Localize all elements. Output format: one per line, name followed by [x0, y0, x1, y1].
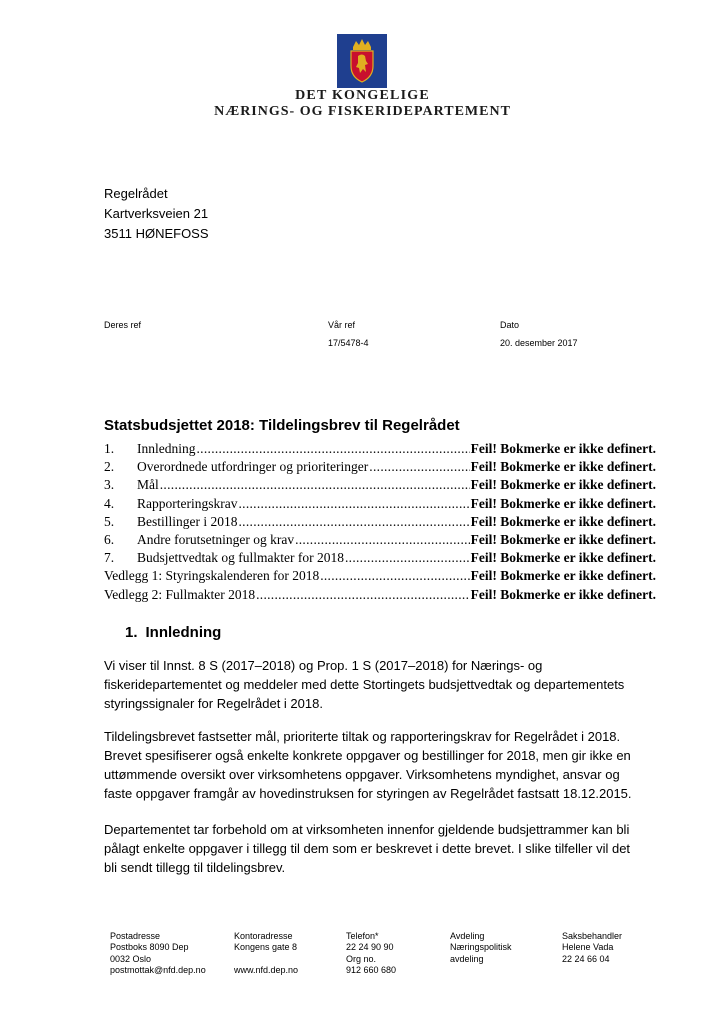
footer-value: avdeling [450, 953, 484, 964]
date-value: 20. desember 2017 [500, 338, 578, 348]
toc-entry[interactable] [104, 459, 656, 477]
footer-label: Postadresse [110, 931, 161, 941]
toc-entry[interactable] [104, 496, 656, 514]
toc-leader [238, 496, 469, 512]
footer-department [450, 931, 512, 965]
toc-leader [256, 587, 470, 603]
toc-page-ref: Feil! Bokmerke er ikke definert. [470, 531, 656, 547]
paragraph-line: Tildelingsbrevet fastsetter mål, prioriterte tiltak og rapporteringskrav for Regelrådet i 2018. [104, 729, 621, 744]
recipient-name: Regelrådet [104, 186, 168, 201]
toc-label: Rapporteringskrav [137, 495, 238, 511]
toc-leader [345, 550, 470, 566]
paragraph [104, 727, 664, 803]
toc-number: 6. [104, 531, 115, 547]
toc-label: Bestillinger i 2018 [137, 513, 238, 529]
footer-label: Telefon* [346, 931, 379, 941]
coat-of-arms-icon [337, 34, 387, 88]
section-heading [125, 624, 221, 641]
paragraph-line: pålagt enkelte oppgaver i tillegg til dem som er beskrevet i dette brevet. I slike tilfeller vil det [104, 841, 631, 856]
footer-email[interactable]: postmottak@nfd.dep.no [110, 964, 206, 975]
footer-office-address [234, 931, 298, 976]
footer-value: 22 24 66 04 [562, 953, 610, 964]
toc-page-ref: Feil! Bokmerke er ikke definert. [470, 550, 656, 566]
recipient-address [104, 184, 209, 244]
toc-label: Budsjettvedtak og fullmakter for 2018 [137, 550, 344, 566]
letter-title: Statsbudsjettet 2018: Tildelingsbrev til Regelrådet [104, 417, 460, 434]
footer-value: Næringspolitisk [450, 942, 512, 953]
paragraph [104, 820, 664, 877]
footer-case-officer [562, 931, 622, 965]
paragraph-line: fiskeridepartementet og meddeler med dette Stortingets budsjettvedtak og departementets [104, 677, 625, 692]
toc-entry[interactable] [104, 568, 656, 586]
toc-label: Vedlegg 1: Styringskalenderen for 2018 [104, 568, 320, 584]
toc-leader [160, 477, 470, 493]
toc-leader [369, 459, 469, 475]
footer-label: Org no. [346, 953, 377, 964]
paragraph-line: Brevet spesifiserer også enkelte konkrete oppgaver og bestillinger for 2018, men gir ikke en [104, 748, 631, 763]
toc-entry[interactable] [104, 587, 656, 605]
paragraph-line: Vi viser til Innst. 8 S (2017–2018) og Prop. 1 S (2017–2018) for Nærings- og [104, 658, 543, 673]
deres-ref-label: Deres ref [104, 320, 142, 330]
toc-label: Mål [137, 477, 159, 493]
toc-number: 4. [104, 495, 115, 511]
footer-value: 22 24 90 90 [346, 942, 394, 953]
toc-leader [197, 441, 470, 457]
toc-page-ref: Feil! Bokmerke er ikke definert. [470, 459, 656, 475]
toc-label: Overordnede utfordringer og prioriteringer [137, 459, 369, 475]
toc-entry[interactable] [104, 441, 656, 459]
toc-label: Vedlegg 2: Fullmakter 2018 [104, 586, 256, 602]
toc-number: 7. [104, 550, 115, 566]
toc-page-ref: Feil! Bokmerke er ikke definert. [470, 495, 656, 511]
paragraph-line: Departementet tar forbehold om at virksomheten innenfor gjeldende budsjettrammer kan bli [104, 822, 630, 837]
toc-number: 3. [104, 477, 115, 493]
footer-label: Saksbehandler [562, 931, 623, 941]
toc-page-ref: Feil! Bokmerke er ikke definert. [470, 586, 656, 602]
toc-page-ref: Feil! Bokmerke er ikke definert. [470, 477, 656, 493]
toc-page-ref: Feil! Bokmerke er ikke definert. [470, 513, 656, 529]
toc-label: Andre forutsetninger og krav [137, 531, 295, 547]
paragraph [104, 656, 664, 713]
footer-label: Avdeling [450, 931, 485, 941]
toc-page-ref: Feil! Bokmerke er ikke definert. [470, 441, 656, 456]
footer-website[interactable]: www.nfd.dep.no [234, 964, 299, 975]
table-of-contents [104, 441, 656, 605]
toc-label: Innledning [137, 441, 196, 456]
section-title: Innledning [145, 624, 222, 641]
footer-value: 912 660 680 [346, 964, 397, 975]
paragraph-line: styringssignaler for Regelrådet i 2018. [104, 696, 323, 711]
footer-value: 0032 Oslo [110, 953, 152, 964]
toc-number: 5. [104, 513, 115, 529]
recipient-street: Kartverksveien 21 [104, 206, 209, 221]
var-ref-label: Vår ref [328, 320, 356, 330]
toc-entry[interactable] [104, 532, 656, 550]
toc-leader [295, 532, 470, 548]
footer-label: Kontoradresse [234, 931, 293, 941]
toc-number: 2. [104, 459, 115, 475]
footer-phone [346, 931, 396, 976]
footer-value: Postboks 8090 Dep [110, 942, 189, 953]
var-ref-value: 17/5478-4 [328, 338, 369, 348]
ministry-name-line-1: DET KONGELIGE [295, 88, 430, 103]
toc-page-ref: Feil! Bokmerke er ikke definert. [470, 568, 656, 584]
footer-postal-address [110, 931, 206, 976]
paragraph-line: faste oppgaver framgår av hovedinstruksen for styringen av Regelrådet fastsatt 18.12.2015. [104, 786, 632, 801]
section-number: 1. [125, 624, 138, 641]
ministry-name-line-2: NÆRINGS- OG FISKERIDEPARTEMENT [214, 104, 511, 119]
toc-leader [320, 568, 469, 584]
toc-entry[interactable] [104, 550, 656, 568]
paragraph-line: bli sendt tillegg til tildelingsbrev. [104, 860, 286, 875]
paragraph-line: uttømmende oversikt over virksomhetens oppgaver. Virksomhetens myndighet, ansvar og [104, 767, 620, 782]
toc-entry[interactable] [104, 514, 656, 532]
footer-value: Helene Vada [562, 942, 614, 953]
toc-leader [239, 514, 470, 530]
footer-value: Kongens gate 8 [234, 942, 298, 953]
footer-value [234, 954, 298, 965]
date-label: Dato [500, 320, 520, 330]
recipient-city: 3511 HØNEFOSS [104, 226, 209, 241]
toc-entry[interactable] [104, 477, 656, 495]
toc-number: 1. [104, 441, 115, 456]
